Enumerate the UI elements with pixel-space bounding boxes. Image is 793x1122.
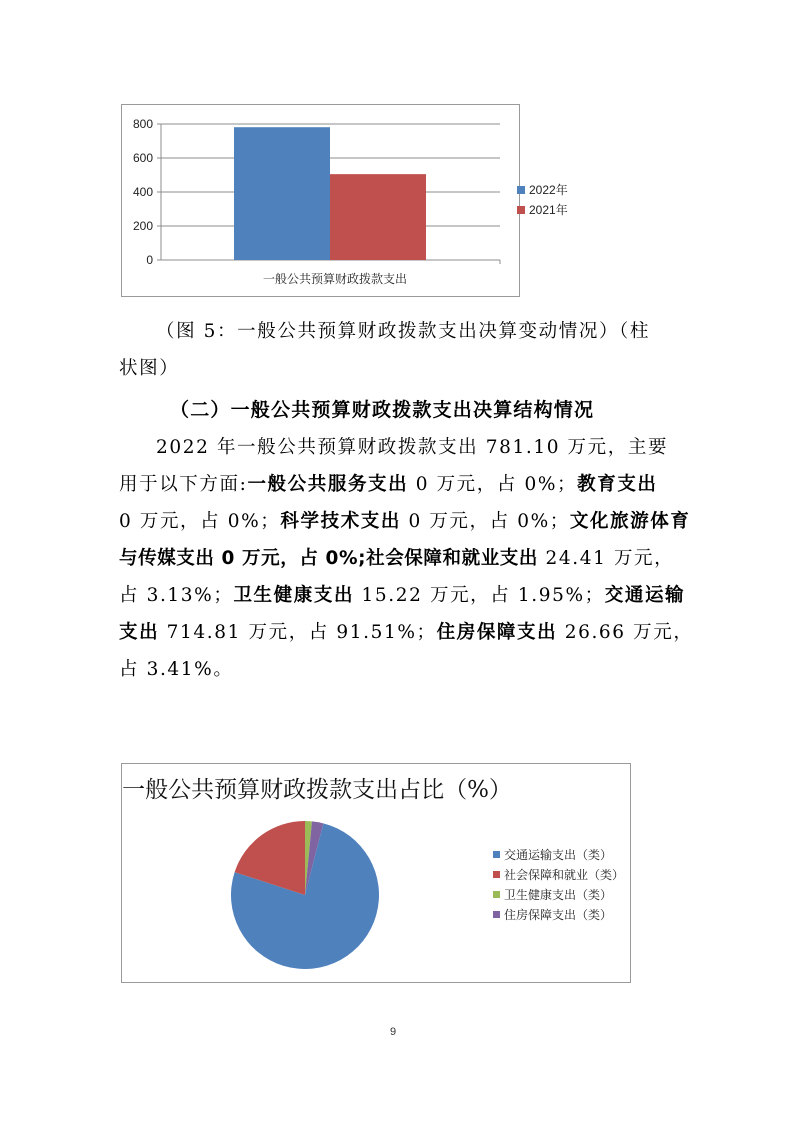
- text: 15.22 万元，占 1.95%；: [354, 585, 605, 606]
- y-tick-label: 0: [146, 253, 153, 267]
- y-tick-label: 800: [132, 117, 153, 131]
- legend-swatch: [493, 911, 500, 918]
- text: 26.66 万元，: [557, 622, 694, 643]
- bar-2021年: [330, 174, 426, 260]
- y-tick-label: 400: [132, 185, 153, 199]
- legend-swatch: [517, 186, 525, 194]
- legend-label: 卫生健康支出（类）: [504, 888, 613, 902]
- caption-line-1: （图 5：一般公共预算财政拨款支出决算变动情况）（柱: [156, 321, 651, 342]
- body-line-2: [119, 466, 679, 503]
- body-line-5: [119, 577, 686, 614]
- legend-label: 住房保障支出（类）: [504, 908, 613, 922]
- pie-chart-title: 一般公共预算财政拨款支出占比（%）: [122, 777, 512, 803]
- legend-item-2021年: [517, 201, 568, 218]
- text: 714.81 万元，占 91.51%；: [159, 622, 437, 643]
- section-heading: （二）一般公共预算财政拨款支出决算结构情况: [170, 399, 595, 421]
- legend-swatch: [493, 891, 500, 898]
- bold-text: 交通运输: [604, 585, 686, 606]
- bold-text: 与传媒支出 0 万元，占 0%;社会保障和就业支出: [119, 548, 539, 569]
- text: 24.41 万元，: [538, 548, 675, 569]
- legend-swatch: [493, 871, 500, 878]
- legend-swatch: [493, 851, 500, 858]
- bar-2022年: [234, 127, 330, 260]
- legend-swatch: [517, 206, 525, 214]
- bold-text: 教育支出: [577, 474, 658, 495]
- bar-chart: [121, 104, 568, 297]
- bold-text: 卫生健康支出: [233, 585, 355, 606]
- legend-label: 2022年: [529, 183, 568, 197]
- text: 0 万元，占 0%；: [408, 474, 578, 495]
- body-paragraph: [119, 429, 694, 688]
- text: 0 万元，占 0%；: [119, 511, 281, 532]
- bold-text: 一般公共服务支出: [247, 474, 409, 495]
- bold-text: 文化旅游体育: [569, 511, 691, 532]
- bar-chart-svg: [122, 105, 519, 296]
- caption-line-2: 状图）: [119, 358, 180, 379]
- body-line-3: [119, 503, 691, 540]
- text: 用于以下方面:: [119, 474, 248, 495]
- bold-text: 科学技术支出: [280, 511, 401, 532]
- pie-chart: [121, 763, 631, 983]
- pie-chart-svg: [122, 764, 630, 982]
- text: 0 万元，占 0%；: [401, 511, 570, 532]
- body-line-1: 2022 年一般公共预算财政拨款支出 781.10 万元，主要: [156, 437, 669, 458]
- bold-text: 支出: [119, 622, 160, 643]
- page-number: 9: [390, 1026, 397, 1038]
- body-line-4: [119, 540, 679, 577]
- figure-caption: [119, 313, 679, 387]
- text: 占 3.13%；: [119, 585, 234, 606]
- legend-item-2022年: [517, 181, 568, 198]
- y-tick-label: 200: [132, 219, 153, 233]
- body-line-7: 占 3.41%。: [119, 659, 234, 680]
- legend-label: 交通运输支出（类）: [504, 848, 613, 862]
- legend-label: 社会保障和就业（类）: [504, 868, 625, 882]
- body-line-6: [119, 614, 694, 651]
- bold-text: 住房保障支出: [436, 622, 558, 643]
- y-tick-label: 600: [132, 151, 153, 165]
- bar-x-category-label: 一般公共预算财政拨款支出: [262, 272, 408, 286]
- legend-label: 2021年: [529, 203, 568, 217]
